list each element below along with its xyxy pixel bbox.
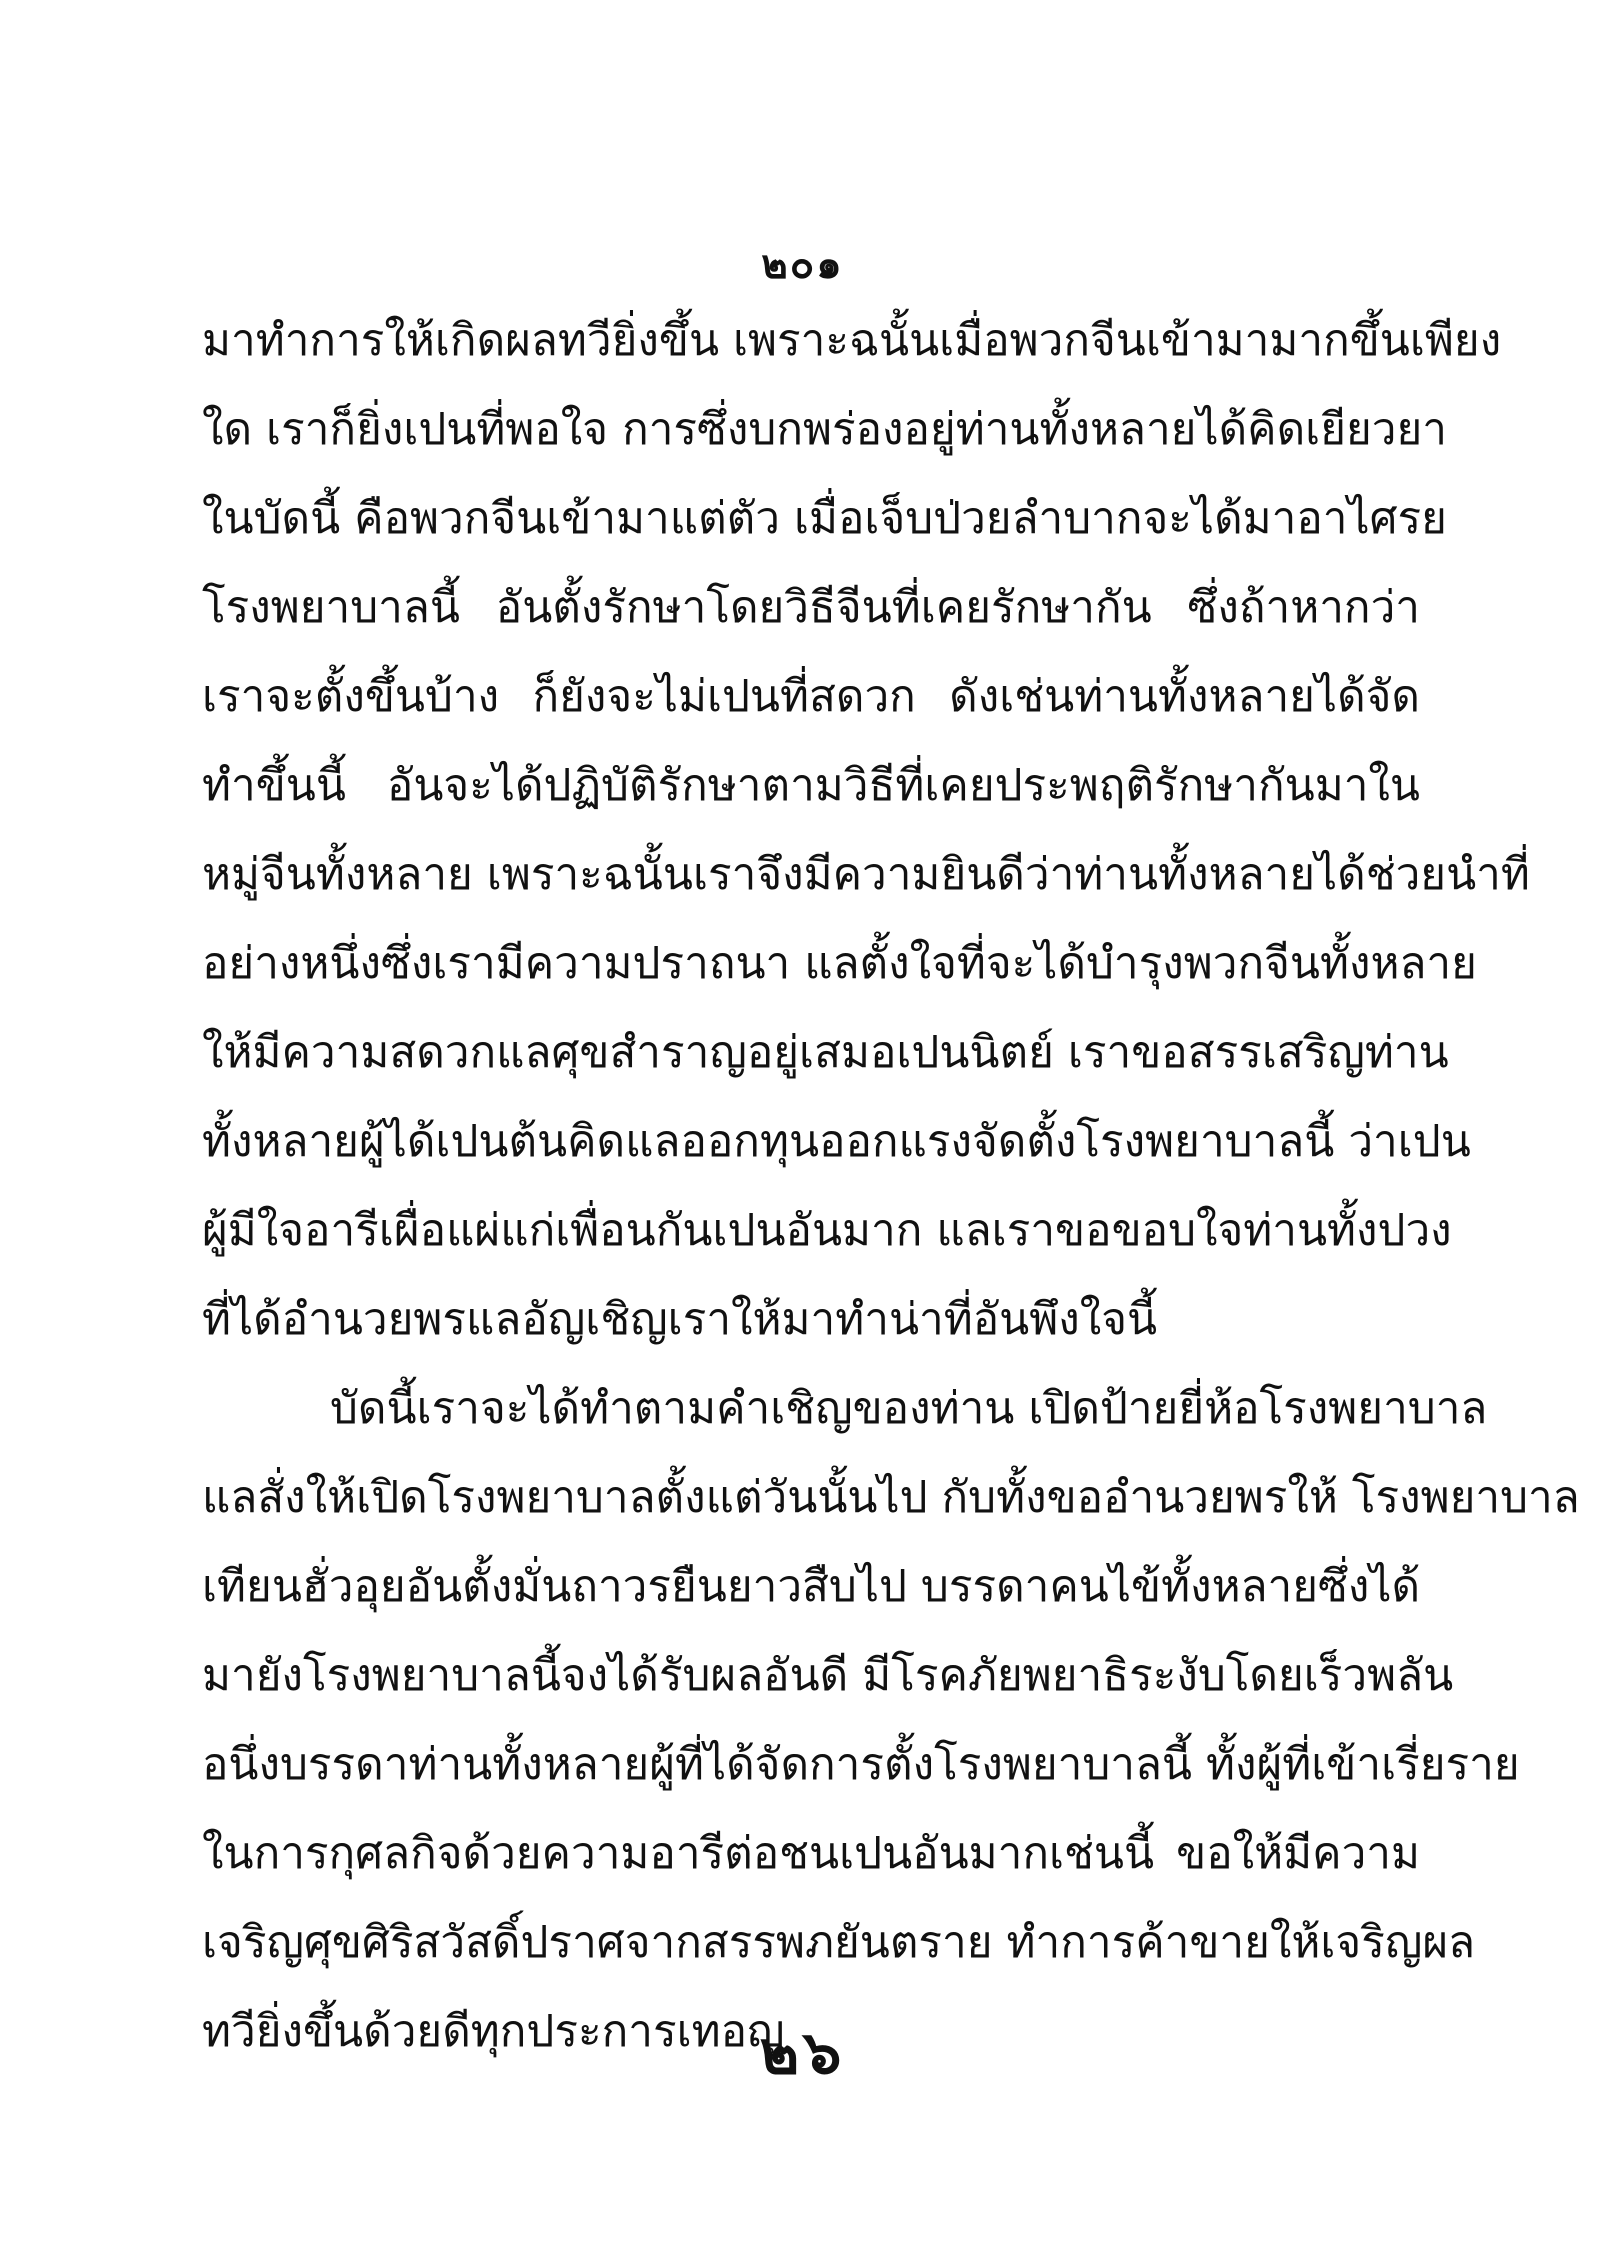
text-line: มายังโรงพยาบาลนี้จงได้รับผลอันดี มีโรคภัยพยาธิระงับโดยเร็วพลัน <box>202 1650 1454 1701</box>
text-line: ทำขึ้นนี้ อันจะได้ปฏิบัติรักษาตามวิธีที่เคยประพฤติรักษากันมาใน <box>202 760 1420 811</box>
text-line: ในบัดนี้ คือพวกจีนเข้ามาแต่ตัว เมื่อเจ็บป่วยลำบากจะได้มาอาไศรย <box>202 493 1447 544</box>
text-line: หมู่จีนทั้งหลาย เพราะฉนั้นเราจึงมีความยินดีว่าท่านทั้งหลายได้ช่วยนำที่ <box>202 849 1530 900</box>
text-line: เจริญศุขศิริสวัสดิ์ปราศจากสรรพภยันตราย ทำการค้าขายให้เจริญผล <box>202 1917 1476 1968</box>
text-line: แลสั่งให้เปิดโรงพยาบาลตั้งแต่วันนั้นไป กับทั้งขออำนวยพรให้ โรงพยาบาล <box>202 1472 1580 1523</box>
text-line: ผู้มีใจอารีเผื่อแผ่แก่เพื่อนกันเปนอันมาก แลเราขอขอบใจท่านทั้งปวง <box>202 1205 1452 1256</box>
text-line: อนึ่งบรรดาท่านทั้งหลายผู้ที่ได้จัดการตั้งโรงพยาบาลนี้ ทั้งผู้ที่เข้าเรี่ยราย <box>202 1739 1520 1790</box>
text-line: เทียนฮั่วอุยอันตั้งมั่นถาวรยืนยาวสืบไป บรรดาคนไข้ทั้งหลายซึ่งได้ <box>202 1561 1421 1612</box>
text-line: ใด เราก็ยิ่งเปนที่พอใจ การซึ่งบกพร่องอยู่ท่านทั้งหลายได้คิดเยียวยา <box>202 404 1447 455</box>
text-line: ให้มีความสดวกแลศุขสำราญอยู่เสมอเปนนิตย์ เราขอสรรเสริญท่าน <box>202 1027 1449 1078</box>
text-line: อย่างหนึ่งซึ่งเรามีความปราถนา แลตั้งใจที่จะได้บำรุงพวกจีนทั้งหลาย <box>202 938 1477 989</box>
paragraph-last-line: ที่ได้อำนวยพรแลอัญเชิญเราให้มาทำน่าที่อันพึงใจนี้ <box>202 1294 1158 1345</box>
text-line: ทั้งหลายผู้ได้เปนต้นคิดแลออกทุนออกแรงจัดตั้งโรงพยาบาลนี้ ว่าเปน <box>202 1116 1471 1167</box>
body-text <box>202 296 1580 2076</box>
paragraph-first-line: บัดนี้เราจะได้ทำตามคำเชิญของท่าน เปิดป้ายยี่ห้อโรงพยาบาล <box>330 1383 1488 1434</box>
text-line: โรงพยาบาลนี้ อันตั้งรักษาโดยวิธีจีนที่เคยรักษากัน ซึ่งถ้าหากว่า <box>202 582 1420 633</box>
paragraph-last-line: ทวียิ่งขึ้นด้วยดีทุกประการเทอญ <box>202 2006 785 2057</box>
text-line: มาทำการให้เกิดผลทวียิ่งขึ้น เพราะฉนั้นเมื่อพวกจีนเข้ามามากขึ้นเพียง <box>202 315 1502 366</box>
text-line: ในการกุศลกิจด้วยความอารีต่อชนเปนอันมากเช่นนี้ ขอให้มีความ <box>202 1828 1420 1879</box>
page-number-top: ๒๐๑ <box>761 241 844 288</box>
folio-number-bottom: ๒๖ <box>759 2018 846 2088</box>
text-line: เราจะตั้งขึ้นบ้าง ก็ยังจะไม่เปนที่สดวก ดังเช่นท่านทั้งหลายได้จัด <box>202 671 1420 722</box>
